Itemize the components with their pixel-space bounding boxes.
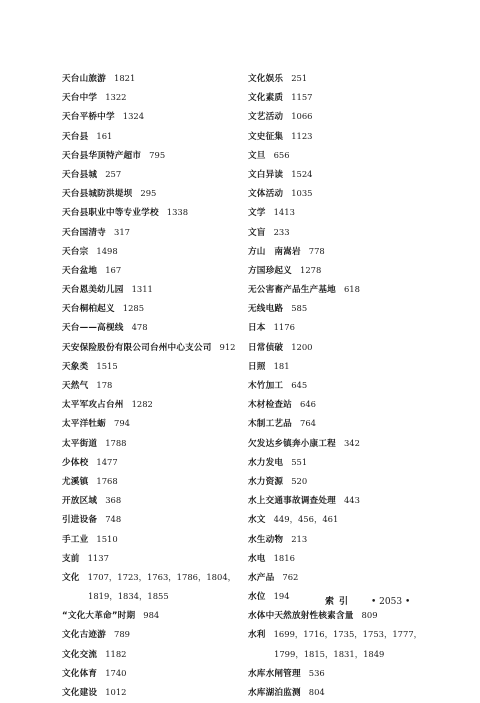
index-entry (248, 146, 448, 165)
index-page-refs: 1182 (105, 648, 127, 659)
index-term: 支前 (62, 553, 80, 564)
index-term: 天安保险股份有限公司台州中心支公司 (62, 342, 212, 353)
index-term: 文史征集 (248, 131, 284, 142)
index-page-refs: 984 (143, 610, 160, 621)
index-term: 文化娱乐 (248, 74, 284, 84)
index-entry (62, 242, 240, 261)
index-term: 文学 (248, 208, 266, 219)
index-term: 文体活动 (248, 189, 284, 200)
index-entry (248, 453, 448, 472)
index-term: 水文 (248, 515, 266, 526)
index-entry (62, 127, 240, 146)
index-term: 日照 (248, 361, 266, 372)
index-entry (248, 299, 448, 318)
index-page-refs: 1788 (105, 437, 127, 448)
index-entry (62, 203, 240, 222)
index-entry (248, 127, 448, 146)
index-page-refs: 257 (105, 168, 122, 179)
index-page-refs: 809 (361, 610, 378, 621)
index-column-left (62, 69, 240, 702)
index-entry (248, 395, 448, 414)
index-page-refs-continued: 1819，1834，1855 (88, 591, 169, 602)
index-page-refs: 1278 (299, 264, 322, 275)
index-entry (62, 414, 240, 433)
index-entry (62, 530, 240, 549)
index-entry (62, 146, 240, 165)
index-term: 太平军攻占台州 (62, 400, 124, 411)
index-entry (248, 434, 448, 453)
index-page-refs: 449，456，461 (273, 514, 339, 525)
index-page-refs: 194 (273, 591, 290, 602)
index-term: 无线电路 (248, 304, 284, 315)
index-entry (248, 165, 448, 184)
index-entry (62, 318, 240, 337)
index-term: 欠发达乡镇奔小康工程 (248, 438, 336, 449)
index-page-refs: 1157 (291, 92, 313, 103)
index-term: 水产品 (248, 572, 275, 583)
index-term: 手工业 (62, 534, 89, 545)
index-page-refs: 551 (291, 456, 308, 467)
index-page-refs: 1066 (291, 111, 313, 122)
index-term: 天台县 (62, 131, 89, 142)
index-entry (62, 434, 240, 453)
index-term: 日常侦破 (248, 342, 284, 353)
index-entry (62, 338, 240, 357)
index-page-refs: 1137 (87, 552, 109, 563)
index-entry (248, 568, 448, 587)
index-entry (248, 606, 448, 625)
index-term: 水生动物 (248, 534, 284, 545)
index-entry (62, 683, 240, 702)
index-term: 水力发电 (248, 457, 284, 468)
index-term: 水利 (248, 630, 266, 641)
index-term: 天台——高枧线 (62, 323, 124, 334)
index-page-refs: 1524 (291, 168, 313, 179)
index-term: 天然气 (62, 381, 89, 391)
index-page-refs: 233 (273, 226, 290, 237)
index-page-refs: 178 (96, 380, 113, 390)
index-entry (62, 107, 240, 126)
index-term: 方山 南嵩岩 (248, 246, 301, 257)
index-term: 天台盆地 (62, 265, 98, 276)
index-term: 文化古迹游 (62, 630, 106, 641)
index-term: 水体中天然放射性核素含量 (248, 611, 354, 622)
page-number: • 2053 • (371, 597, 411, 607)
index-page-refs: 646 (299, 399, 316, 410)
index-entry (248, 414, 448, 433)
index-term: 开放区域 (62, 496, 98, 507)
index-term: 无公害畜产品生产基地 (248, 285, 336, 296)
index-entry (248, 510, 448, 529)
index-term: 文化素质 (248, 93, 284, 104)
index-page-refs: 1311 (131, 284, 153, 295)
index-page-refs: 1324 (122, 111, 145, 122)
index-entry (248, 107, 448, 126)
index-page-refs: 1510 (96, 533, 118, 544)
index-page-refs: 1515 (96, 360, 118, 371)
index-entry (248, 549, 448, 568)
index-entry (62, 472, 240, 491)
index-page-refs: 161 (96, 130, 113, 141)
index-term: 天台宗 (62, 246, 89, 257)
index-page-refs: 1035 (291, 188, 313, 199)
index-entry (248, 318, 448, 337)
index-entry (62, 625, 240, 644)
index-page-refs: 167 (105, 264, 122, 275)
index-page-refs: 1498 (96, 245, 118, 256)
index-entry (248, 683, 448, 702)
index-page-refs: 764 (299, 418, 316, 429)
index-page-refs: 536 (308, 667, 325, 678)
index-page-refs: 1282 (131, 399, 153, 410)
index-page-refs-continued: 1799，1815，1831，1849 (274, 648, 385, 659)
index-term: 天台县城防洪堤坝 (62, 189, 133, 200)
index-page-refs: 1477 (96, 456, 118, 467)
index-page-refs: 912 (219, 341, 236, 352)
index-term: 天台平桥中学 (62, 112, 115, 123)
index-term: 方国珍起义 (248, 265, 292, 276)
index-page-refs: 789 (113, 629, 130, 640)
index-entry (248, 280, 448, 299)
index-term: 文艺活动 (248, 112, 284, 123)
index-term: 水库湖泊监测 (248, 688, 301, 698)
index-term: 天台县华顶特产超市 (62, 150, 142, 161)
index-entry (62, 88, 240, 107)
index-page-refs: 1816 (273, 552, 295, 563)
index-page-refs: 251 (291, 73, 308, 83)
index-entry (62, 376, 240, 395)
index-page-refs: 645 (291, 380, 308, 390)
index-entry (62, 395, 240, 414)
index-page-refs: 213 (291, 533, 308, 544)
index-page-refs: 1123 (291, 130, 313, 141)
index-term: 天台县职业中等专业学校 (62, 208, 159, 219)
index-entry (62, 510, 240, 529)
index-term: 水库水闸管理 (248, 668, 301, 679)
index-entry (248, 184, 448, 203)
index-page-refs: 1322 (105, 92, 127, 103)
index-page-refs: 317 (113, 226, 130, 237)
index-term: 木材检查站 (248, 400, 292, 411)
index-entry (248, 625, 448, 644)
index-term: 水力资源 (248, 476, 284, 487)
index-entry (248, 69, 448, 88)
index-entry (62, 664, 240, 683)
index-entry (62, 280, 240, 299)
index-page-refs: 748 (105, 514, 122, 525)
index-page-refs: 181 (273, 360, 290, 371)
index-term: 水上交通事故调查处理 (248, 496, 336, 507)
index-page-refs: 478 (131, 322, 148, 333)
index-term: 水位 (248, 592, 266, 603)
index-page-refs: 1012 (105, 687, 127, 697)
index-entry (248, 203, 448, 222)
index-entry (62, 491, 240, 510)
index-entry (62, 184, 240, 203)
index-page-refs: 1768 (96, 475, 118, 486)
index-entry (62, 299, 240, 318)
index-term: 天台山旅游 (62, 74, 106, 84)
index-page-refs: 1707，1723，1763，1786，1804， (87, 571, 237, 582)
index-term: 水电 (248, 553, 266, 564)
index-entry (62, 165, 240, 184)
index-entry (62, 357, 240, 376)
index-entry (62, 261, 240, 280)
index-page-refs: 368 (105, 495, 122, 506)
index-term: 引进设备 (62, 515, 98, 526)
index-page-refs: 1200 (291, 341, 313, 352)
index-term: 太平街道 (62, 438, 98, 449)
index-term: 文化体育 (62, 668, 98, 679)
index-entry (62, 69, 240, 88)
index-page-refs: 762 (282, 571, 299, 582)
index-term: 木制工艺品 (248, 419, 292, 430)
index-entry (248, 472, 448, 491)
index-entry (62, 549, 240, 568)
index-term: 日本 (248, 323, 266, 334)
index-term: 天台中学 (62, 93, 98, 104)
index-page-refs: 618 (343, 284, 360, 295)
index-term: 文旦 (248, 150, 266, 161)
index-entry (248, 223, 448, 242)
index-entry (248, 261, 448, 280)
index-entry (62, 568, 240, 587)
index-page-refs: 1740 (105, 667, 127, 678)
index-entry (248, 242, 448, 261)
index-page-refs: 1338 (166, 207, 189, 218)
index-term: 木竹加工 (248, 381, 284, 391)
index-term: 文盲 (248, 227, 266, 238)
page-footer (325, 594, 410, 607)
index-page-refs: 1699，1716，1735，1753，1777， (273, 629, 423, 640)
index-entry (248, 376, 448, 395)
index-entry (62, 223, 240, 242)
index-page-refs: 1176 (273, 322, 295, 333)
footer-section-label: 索引 (325, 597, 354, 607)
index-page-refs: 443 (343, 495, 360, 506)
index-term: 天台恩美幼儿园 (62, 285, 124, 296)
index-page-refs: 656 (273, 149, 290, 160)
index-entry (62, 453, 240, 472)
index-entry (248, 338, 448, 357)
index-page-refs: 778 (308, 245, 325, 256)
index-entry (248, 664, 448, 683)
index-term: “文化大革命”时期 (62, 611, 136, 622)
index-entry (248, 530, 448, 549)
index-page-refs: 520 (291, 475, 308, 486)
index-page-refs: 295 (140, 188, 157, 199)
index-page-refs: 342 (343, 437, 360, 448)
index-entry (248, 88, 448, 107)
index-entry (62, 645, 240, 664)
index-term: 少体校 (62, 457, 89, 468)
index-term: 文白异读 (248, 169, 284, 180)
index-term: 尤溪镇 (62, 476, 89, 487)
index-page-refs: 795 (149, 149, 166, 160)
index-page-refs: 794 (113, 418, 130, 429)
index-entry (248, 491, 448, 510)
index-term: 天象类 (62, 361, 89, 372)
index-page-refs: 1413 (273, 207, 295, 218)
index-page-refs: 585 (291, 303, 308, 314)
index-term: 文化 (62, 572, 80, 583)
index-page-refs: 804 (308, 687, 325, 697)
index-term: 天台桐柏起义 (62, 304, 115, 315)
index-column-right (248, 69, 448, 702)
index-entry (62, 606, 240, 625)
index-term: 太平洋牡蛎 (62, 419, 106, 430)
index-term: 天台国清寺 (62, 227, 106, 238)
index-entry (248, 357, 448, 376)
index-term: 天台县城 (62, 169, 98, 180)
index-page-refs: 1285 (122, 303, 145, 314)
index-term: 文化建设 (62, 688, 98, 698)
index-term: 文化交流 (62, 649, 98, 660)
index-page-refs: 1821 (113, 73, 136, 83)
